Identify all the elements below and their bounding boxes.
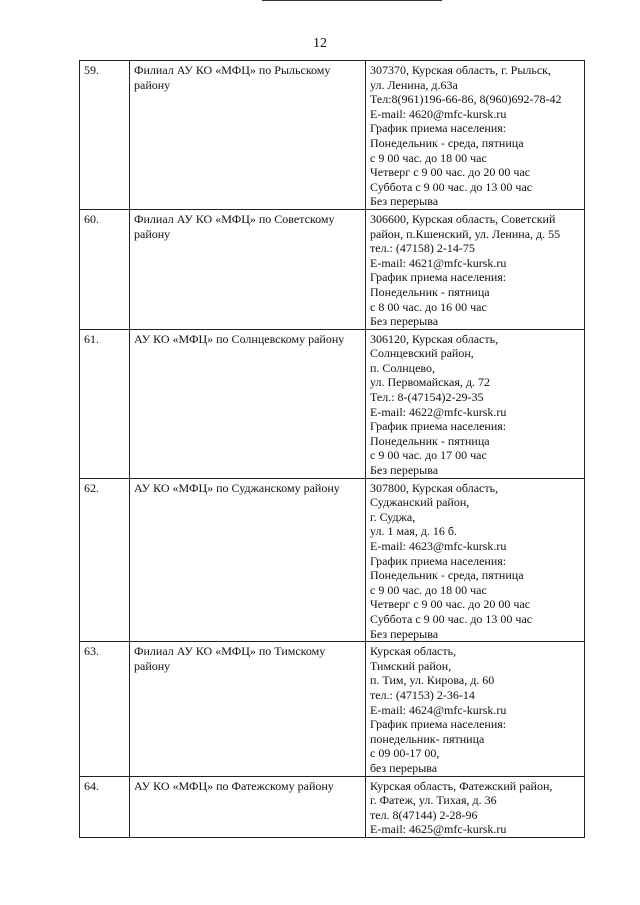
row-number: 64. (80, 776, 130, 837)
address-line: График приема населения: (370, 553, 507, 568)
address-line: Без перерыва (370, 626, 439, 641)
address-line: с 9 00 час. до 18 00 час (370, 582, 487, 597)
table-row (80, 776, 585, 837)
address-line: 307800, Курская область, (370, 480, 499, 495)
address-line: Понедельник - пятница (370, 433, 490, 448)
address-line: 306120, Курская область, (370, 331, 499, 346)
address-line: 306600, Курская область, Советский (370, 211, 556, 226)
address-line: Тел:8(961)196-66-86, 8(960)692-78-42 (370, 92, 562, 107)
branch-table (79, 60, 585, 838)
address-line: Суббота с 9 00 час. до 13 00 час (370, 611, 533, 626)
address-line: Тимский район, (370, 658, 452, 673)
address-line: Суббота с 9 00 час. до 13 00 час (370, 179, 533, 194)
address-line: с 9 00 час. до 18 00 час (370, 150, 487, 165)
table-row (80, 642, 585, 776)
table-row (80, 478, 585, 642)
address-line: E-mail: 4621@mfc-kursk.ru (370, 255, 507, 270)
branch-name: АУ КО «МФЦ» по Суджанскому району (130, 478, 366, 642)
table-row (80, 209, 585, 329)
address-line: Четверг с 9 00 час. до 20 00 час (370, 597, 531, 612)
branch-table-body (80, 61, 585, 838)
address-line: тел.: (47153) 2-36-14 (370, 687, 475, 702)
table-row (80, 61, 585, 210)
address-line: E-mail: 4624@mfc-kursk.ru (370, 702, 507, 717)
branch-address (366, 329, 585, 478)
address-line: тел.: (47158) 2-14-75 (370, 241, 475, 256)
address-line: ул. 1 мая, д. 16 б. (370, 524, 458, 539)
address-line: E-mail: 4620@mfc-kursk.ru (370, 106, 507, 121)
address-line: с 8 00 час. до 16 00 час (370, 299, 487, 314)
address-line: График приема населения: (370, 717, 507, 732)
address-line: Суджанский район, (370, 495, 470, 510)
address-line: Понедельник - среда, пятница (370, 135, 524, 150)
branch-address (366, 209, 585, 329)
branch-name: Филиал АУ КО «МФЦ» по Тимскому району (130, 642, 366, 776)
branch-name: Филиал АУ КО «МФЦ» по Рыльскому району (130, 61, 366, 210)
page-number: 12 (313, 36, 327, 51)
address-line: E-mail: 4622@mfc-kursk.ru (370, 404, 507, 419)
address-line: Понедельник - среда, пятница (370, 568, 524, 583)
address-line: Курская область, Фатежский район, (370, 778, 553, 793)
address-line: E-mail: 4625@mfc-kursk.ru (370, 822, 507, 837)
top-rule (262, 0, 442, 1)
branch-address (366, 776, 585, 837)
address-line: Без перерыва (370, 314, 439, 329)
address-line: 307370, Курская область, г. Рыльск, (370, 63, 552, 77)
address-line: с 9 00 час. до 17 00 час (370, 448, 487, 463)
address-line: График приема населения: (370, 270, 507, 285)
row-number: 59. (80, 61, 130, 210)
address-line: тел. 8(47144) 2-28-96 (370, 807, 478, 822)
branch-address (366, 61, 585, 210)
address-line: без перерыва (370, 760, 438, 775)
address-line: График приема населения: (370, 419, 507, 434)
address-line: Понедельник - пятница (370, 284, 490, 299)
branch-address (366, 642, 585, 776)
address-line: п. Тим, ул. Кирова, д. 60 (370, 673, 495, 688)
address-line: Курская область, (370, 644, 457, 659)
branch-name: АУ КО «МФЦ» по Фатежскому району (130, 776, 366, 837)
branch-name: АУ КО «МФЦ» по Солнцевскому району (130, 329, 366, 478)
address-line: Солнцевский район, (370, 346, 474, 361)
row-number: 62. (80, 478, 130, 642)
address-line: Четверг с 9 00 час. до 20 00 час (370, 165, 531, 180)
address-line: ул. Ленина, д.63а (370, 77, 458, 92)
row-number: 61. (80, 329, 130, 478)
address-line: Без перерыва (370, 463, 439, 478)
branch-name: Филиал АУ КО «МФЦ» по Советскому району (130, 209, 366, 329)
branch-address (366, 478, 585, 642)
address-line: п. Солнцево, (370, 360, 436, 375)
address-line: ул. Первомайская, д. 72 (370, 375, 490, 390)
address-line: г. Фатеж, ул. Тихая, д. 36 (370, 793, 497, 808)
address-line: с 09 00-17 00, (370, 746, 440, 761)
table-row (80, 329, 585, 478)
address-line: Без перерыва (370, 194, 439, 209)
address-line: понедельник- пятница (370, 731, 485, 746)
address-line: Тел.: 8-(47154)2-29-35 (370, 390, 484, 405)
address-line: E-mail: 4623@mfc-kursk.ru (370, 539, 507, 553)
address-line: район, п.Кшенский, ул. Ленина, д. 55 (370, 226, 561, 241)
address-line: г. Суджа, (370, 509, 416, 524)
row-number: 63. (80, 642, 130, 776)
row-number: 60. (80, 209, 130, 329)
address-line: График приема населения: (370, 121, 507, 136)
